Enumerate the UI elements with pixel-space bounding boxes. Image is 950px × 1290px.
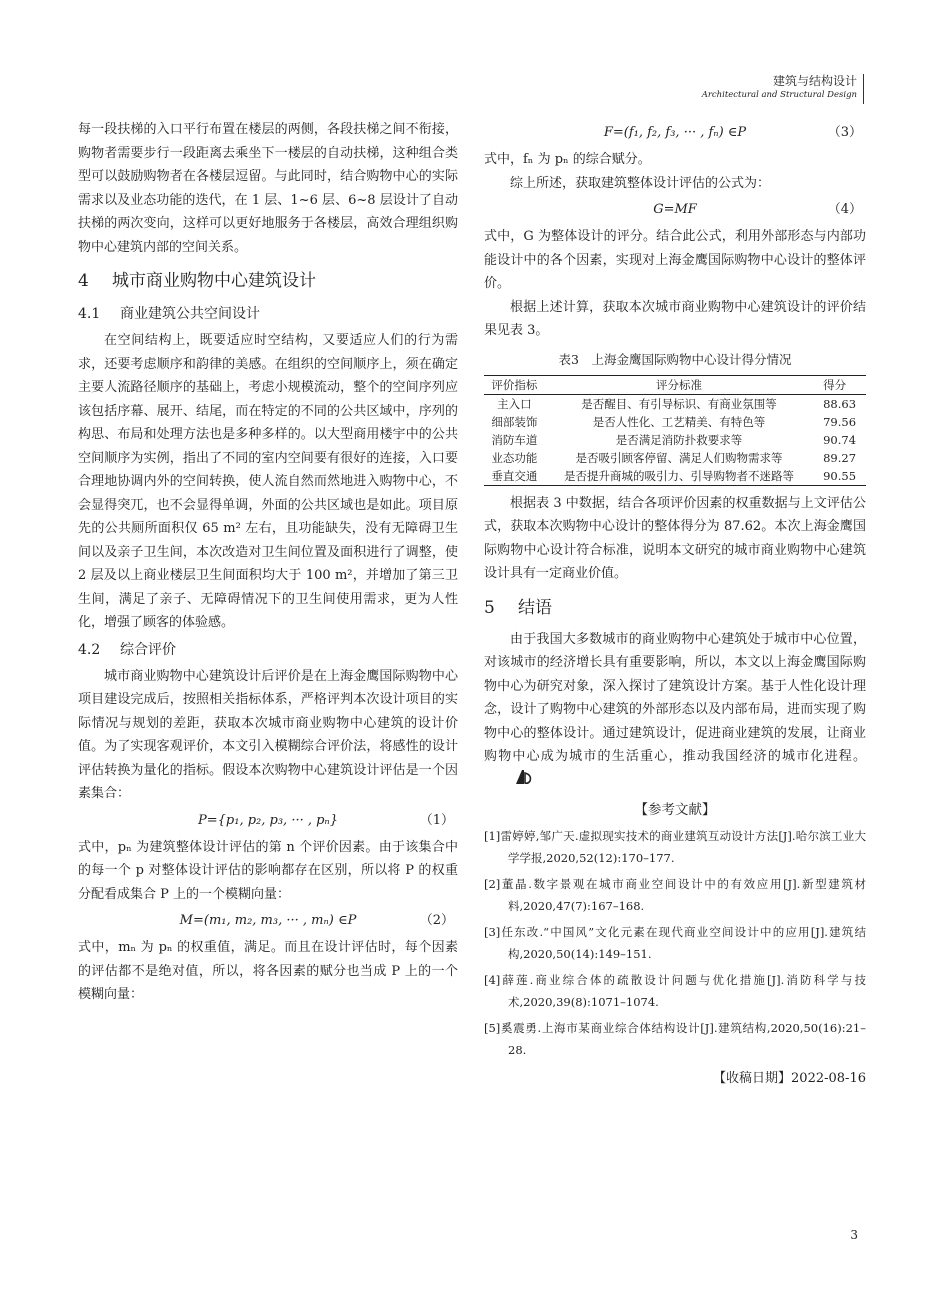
equation-body: M=(m₁, m₂, m₃, ··· , mₙ) ∈P (179, 913, 357, 928)
journal-title-en: Architectural and Structural Design (701, 90, 857, 100)
table-cell: 是否人性化、工艺精美、有特色等 (592, 414, 766, 429)
table-cell: 细部装饰 (491, 414, 538, 429)
table-cell: 是否提升商城的吸引力、引导购物者不迷路等 (563, 468, 794, 483)
table-cell: 90.74 (823, 432, 857, 447)
paragraph-conclusion (484, 628, 866, 794)
right-column (484, 118, 866, 1091)
table-cell: 79.56 (823, 414, 857, 429)
header-rule (863, 74, 864, 104)
equation-1 (78, 806, 458, 836)
subsection-4-1-heading (78, 301, 458, 327)
reference-item: [4]薛莲.商业综合体的疏散设计问题与优化措施[J].消防科学与技术,2020,39(8):1071–1074. (484, 973, 866, 1009)
equation-body: F=(f₁, f₂, f₃, ··· , fₙ) ∈P (603, 125, 747, 140)
conclusion-text: 由于我国大多数城市的商业购物中心建筑处于城市中心位置，对该城市的经济增长具有重要影响，所以，本文以上海金鹰国际购物中心为研究对象，深入探讨了建筑设计方案。基于人性化设计理念，设计了购物中心建筑的外部形态以及内部布局，进而实现了购物中心的整体设计。通过建筑设计，促进商业建筑的发展，让商业购物中心成为城市的生活重心，推动我国经济的城市化进程。 (484, 631, 866, 764)
paragraph-table-intro: 根据上述计算，获取本次城市商业购物中心建筑设计的评价结果见表 3。 (484, 299, 866, 338)
table-cell: 消防车道 (491, 432, 538, 447)
table-cell: 主入口 (497, 396, 532, 411)
subsection-title: 综合评价 (120, 641, 176, 658)
equation-4 (484, 195, 866, 225)
paragraph-table-result: 根据表 3 中数据，结合各项评价因素的权重数据与上文评估公式，获取本次购物中心设计的整体得分为 87.62。本次上海金鹰国际购物中心设计符合标准，说明本文研究的城市商业购物中心建筑设计具有一定商业价值。 (484, 495, 866, 581)
table-header: 评分标准 (655, 377, 702, 392)
page-number: 3 (850, 1228, 858, 1242)
equation-number: （1） (419, 812, 454, 828)
reference-item: [2]董晶.数字景观在城市商业空间设计中的有效应用[J].新型建筑材料,2020,47(7):167–168. (484, 877, 866, 913)
references-title: 【参考文献】 (634, 802, 716, 818)
table-cell: 垂直交通 (491, 468, 538, 483)
paragraph-evaluation: 城市商业购物中心建筑设计后评价是在上海金鹰国际购物中心项目建设完成后，按照相关指标体系，严格评判本次设计项目的实际情况与规划的差距，获取本次城市商业购物中心建筑的设计价值。为了实现客观评价，本文引入模糊综合评价法，将感性的设计评估转换为量化的指标。假设本次购物中心建筑设计评估是一个因素集合： (78, 668, 458, 801)
table-row (484, 431, 866, 449)
received-date: 【收稿日期】2022-08-16 (713, 1071, 866, 1086)
paragraph-public-space: 在空间结构上，既要适应时空结构，又要适应人们的行为需求，还要考虑顺序和韵律的美感。在组织的空间顺序上，须在确定主要人流路径顺序的基础上，考虑小规模流动，整个的空间序列应该包括序幕、展开、结尾，而在特定的不同的公共区域中，序列的构思、布局和处理方法也是多种多样的。以大型商用楼宇中的公共空间顺序为实例，指出了不同的室内空间要有很好的连接，入口要合理地协调内外的空间转换，使人流自然而然地进入购物中心，不会显得突兀，也不会显得单调，外面的公共区域也是如此。项目原先的公共厕所面积仅 65 m² 左右，且功能缺失，没有无障碍卫生间以及亲子卫生间，本次改造对卫生间位置及面积进行了调整，使 2 层及以上商业楼层卫生间面积均大于 100 m²，并增加了第三卫生间，满足了亲子、无障碍情况下的卫生间使用需求，更为人性化，增强了顾客的体验感。 (78, 333, 458, 630)
equation-number: （3） (827, 125, 862, 140)
reference-item: [5]奚震勇.上海市某商业综合体结构设计[J].建筑结构,2020,50(16):21–28. (484, 1021, 866, 1057)
table-cell: 88.63 (823, 396, 857, 411)
table-cell: 是否醒目、有引导标识、有商业氛围等 (581, 396, 777, 411)
score-table (484, 375, 866, 486)
paragraph-eq1-explain: 式中，pₙ 为建筑整体设计评估的第 n 个评价因素。由于该集合中的每一个 p 对整体设计评估的影响都存在区别，所以将 P 的权重分配看成集合 P 上的一个模糊向量： (78, 839, 458, 902)
journal-logo-icon (488, 769, 532, 794)
table-cell: 89.27 (823, 450, 857, 465)
table-caption: 表3 上海金鹰国际购物中心设计得分情况 (558, 351, 792, 367)
table-header-row (484, 375, 866, 394)
paragraph-escalator: 每一段扶梯的入口平行布置在楼层的两侧，各段扶梯之间不衔接，购物者需要步行一段距离去乘坐下一楼层的自动扶梯，这种组合类型可以鼓励购物者在各楼层逗留。与此同时，结合购物中心的实际需求以及业态功能的迭代，在 1 层、1~6 层、6~8 层设计了自动扶梯的两次变向，这样可以更好地服务于各楼层，高效合理组织购物中心建筑内部的空间关系。 (78, 122, 458, 255)
table-cell: 是否满足消防扑救要求等 (615, 432, 743, 447)
table-row (484, 449, 866, 467)
table-row (484, 467, 866, 486)
table-row (484, 394, 866, 413)
section-title: 城市商业购物中心建筑设计 (112, 271, 316, 291)
running-header (702, 74, 864, 101)
table-header: 得分 (823, 377, 847, 392)
reference-item: [3]任东改.“中国风”文化元素在现代商业空间设计中的应用[J].建筑结构,2020,50(14):149–151. (484, 925, 866, 961)
journal-title-cn: 建筑与结构设计 (772, 74, 857, 88)
subsection-title: 商业建筑公共空间设计 (120, 306, 260, 322)
table-cell: 业态功能 (491, 450, 538, 465)
equation-number: （2） (419, 913, 454, 928)
equation-body: G=MF (653, 202, 697, 217)
table-header: 评价指标 (491, 377, 538, 392)
section-4-heading (78, 267, 458, 295)
subsection-4-2-heading (78, 637, 458, 663)
paragraph-summary-formula: 综上所述，获取建筑整体设计评估的公式为： (510, 175, 771, 191)
equation-number: （4） (827, 202, 862, 217)
section-title: 结语 (518, 597, 552, 618)
paragraph-eq3-explain: 式中，fₙ 为 pₙ 的综合赋分。 (484, 152, 651, 167)
subsection-number: 4.1 (78, 306, 101, 322)
section-5-heading (484, 594, 866, 622)
equation-2 (78, 906, 458, 936)
equation-body: P={p₁, p₂, p₃, ··· , pₙ} (198, 812, 338, 828)
table-cell: 90.55 (823, 468, 857, 483)
section-number: 5 (484, 597, 495, 618)
subsection-number: 4.2 (78, 641, 101, 658)
reference-item: [1]雷婷婷,邹广天.虚拟现实技术的商业建筑互动设计方法[J].哈尔滨工业大学学报,2020,52(12):170–177. (484, 829, 866, 865)
equation-3 (484, 118, 866, 148)
left-column (78, 118, 458, 1007)
section-number: 4 (78, 271, 89, 291)
table-cell: 是否吸引顾客停留、满足人们购物需求等 (575, 450, 783, 465)
paragraph-eq4-explain: 式中，G 为整体设计的评分。结合此公式，利用外部形态与内部功能设计中的各个因素，实现对上海金鹰国际购物中心设计的整体评价。 (484, 229, 866, 291)
paragraph-eq2-explain: 式中，mₙ 为 pₙ 的权重值，满足。而且在设计评估时，每个因素的评估都不是绝对值，所以，将各因素的赋分也当成 P 上的一个模糊向量： (78, 940, 458, 1002)
table-row (484, 413, 866, 431)
